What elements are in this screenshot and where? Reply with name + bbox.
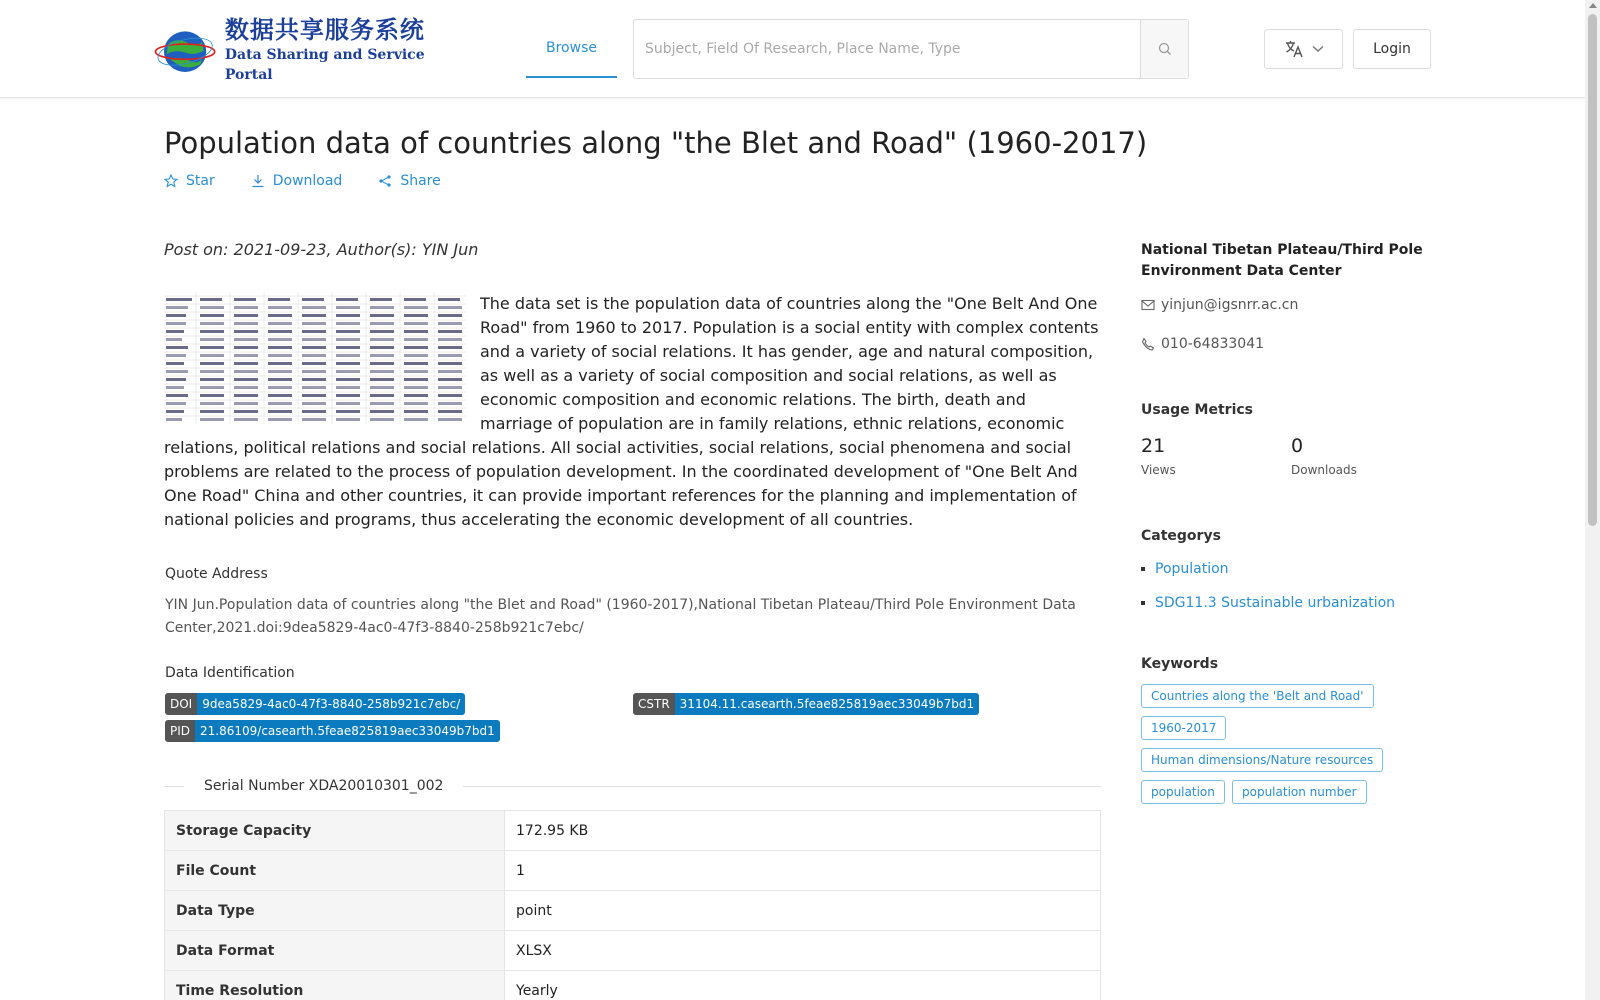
keywords-heading: Keywords	[1141, 656, 1219, 672]
contact-phone	[1141, 336, 1264, 352]
table-row	[165, 891, 1101, 931]
phone-text: 010-64833041	[1161, 336, 1265, 352]
downloads-label: Downloads	[1291, 463, 1357, 477]
star-icon	[164, 174, 178, 188]
cstr-badge[interactable]	[633, 693, 979, 715]
language-switcher[interactable]	[1264, 29, 1343, 69]
table-row	[165, 811, 1101, 851]
doi-key: DOI	[165, 693, 197, 715]
post-info: Post on: 2021-09-23, Author(s): YIN Jun	[164, 240, 479, 259]
dataset-actions	[164, 173, 441, 189]
keyword-tag[interactable]: population number	[1232, 780, 1367, 804]
search-button[interactable]	[1140, 20, 1188, 78]
keyword-tag[interactable]: population	[1141, 780, 1225, 804]
top-header	[0, 0, 1585, 98]
downloads-count: 0	[1291, 435, 1304, 457]
share-label: Share	[400, 173, 441, 189]
views-count: 21	[1141, 435, 1166, 457]
page-scrollbar[interactable]	[1585, 0, 1600, 1000]
cstr-value: 31104.11.casearth.5feae825819aec33049b7bd1	[675, 693, 980, 715]
scroll-up-arrow-icon[interactable]	[1589, 3, 1597, 8]
share-button[interactable]	[378, 173, 440, 189]
divider-line	[463, 786, 1101, 787]
table-row	[165, 931, 1101, 971]
doi-badge[interactable]	[165, 693, 465, 715]
category-link[interactable]	[1141, 561, 1229, 577]
table-row	[165, 851, 1101, 891]
login-button[interactable]: Login	[1353, 29, 1431, 69]
pid-badge[interactable]	[165, 720, 500, 742]
organization-name: National Tibetan Plateau/Third Pole Environment Data Center	[1141, 242, 1423, 279]
download-label: Download	[272, 173, 343, 189]
globe-logo-icon	[153, 21, 219, 79]
bullet-icon	[1141, 567, 1145, 571]
property-value: 1	[505, 851, 1101, 891]
keyword-tag[interactable]: Human dimensions/Nature resources	[1141, 748, 1383, 772]
share-icon	[378, 174, 392, 188]
property-value: 172.95 KB	[505, 811, 1101, 851]
serial-number: Serial Number XDA20010301_002	[204, 778, 444, 794]
quote-address-text: YIN Jun.Population data of countries along "the Blet and Road" (1960-2017),National Tibetan Plateau/Third Pole Environment Data Center,2021.doi:9dea5829-4ac0-47f3-8840-258b921c7ebc/	[165, 597, 1076, 636]
portal-logo[interactable]	[153, 16, 438, 83]
cstr-key: CSTR	[633, 693, 675, 715]
bullet-icon	[1141, 601, 1145, 605]
download-icon	[251, 174, 265, 188]
search-input[interactable]	[634, 20, 1140, 78]
contact-email[interactable]	[1141, 297, 1298, 313]
usage-metrics-heading: Usage Metrics	[1141, 402, 1253, 418]
search-icon	[1158, 42, 1172, 56]
description-text: The data set is the population data of countries along the "One Belt And One Road" from 1960 to 2017. Population is a social entity with complex contents and a variety of social relations. It has gender, age and natural composition, as well as a variety of social composition and social relations, as well as economic composition and economic relations. The birth, death and marriage of population are in family relations, ethnic relations, economic relations, political relations and social relations. All social activities, social relations, social phenomena and social problems are related to the process of population development. In the coordinated development of "One Belt And One Road" China and other countries, it can provide important references for the planning and implementation of national policies and programs, thus accelerating the economic development of all countries.	[164, 294, 1099, 529]
pid-key: PID	[165, 720, 195, 742]
property-key: File Count	[165, 851, 505, 891]
category-label: SDG11.3 Sustainable urbanization	[1155, 595, 1396, 611]
category-link[interactable]	[1141, 595, 1395, 611]
dataset-description	[164, 292, 1101, 532]
translate-icon	[1284, 40, 1304, 58]
chevron-down-icon	[1312, 45, 1324, 53]
property-key: Data Type	[165, 891, 505, 931]
property-key: Data Format	[165, 931, 505, 971]
logo-english-title: Data Sharing and Service Portal	[224, 47, 425, 83]
views-label: Views	[1141, 463, 1176, 477]
divider-line	[164, 786, 184, 787]
property-key: Time Resolution	[165, 971, 505, 1000]
dataset-title: Population data of countries along "the Blet and Road" (1960-2017)	[164, 126, 1148, 160]
email-text: yinjun@igsnrr.ac.cn	[1161, 297, 1299, 313]
categories-heading: Categorys	[1141, 528, 1221, 544]
property-key: Storage Capacity	[165, 811, 505, 851]
star-label: Star	[186, 173, 215, 189]
star-button[interactable]	[164, 173, 215, 189]
property-value: Yearly	[505, 971, 1101, 1000]
serial-number-divider	[164, 776, 1101, 796]
doi-value: 9dea5829-4ac0-47f3-8840-258b921c7ebc/	[197, 693, 465, 715]
keyword-tag[interactable]: 1960-2017	[1141, 716, 1226, 740]
search-box	[633, 19, 1189, 79]
dataset-thumbnail[interactable]	[164, 292, 466, 424]
phone-icon	[1141, 337, 1155, 351]
download-button[interactable]	[251, 173, 343, 189]
pid-value: 21.86109/casearth.5feae825819aec33049b7bd1	[195, 720, 500, 742]
dataset-properties-table	[164, 810, 1101, 1000]
category-label: Population	[1155, 561, 1229, 577]
data-identification-label: Data Identification	[165, 665, 295, 681]
property-value: point	[505, 891, 1101, 931]
logo-chinese-title: 数据共享服务系统	[224, 16, 425, 44]
quote-address-label: Quote Address	[165, 566, 268, 582]
scrollbar-thumb[interactable]	[1588, 14, 1597, 526]
keyword-tag[interactable]: Countries along the 'Belt and Road'	[1141, 684, 1374, 708]
property-value: XLSX	[505, 931, 1101, 971]
email-icon	[1141, 299, 1155, 311]
nav-browse[interactable]: Browse	[526, 24, 617, 78]
table-row	[165, 971, 1101, 1000]
